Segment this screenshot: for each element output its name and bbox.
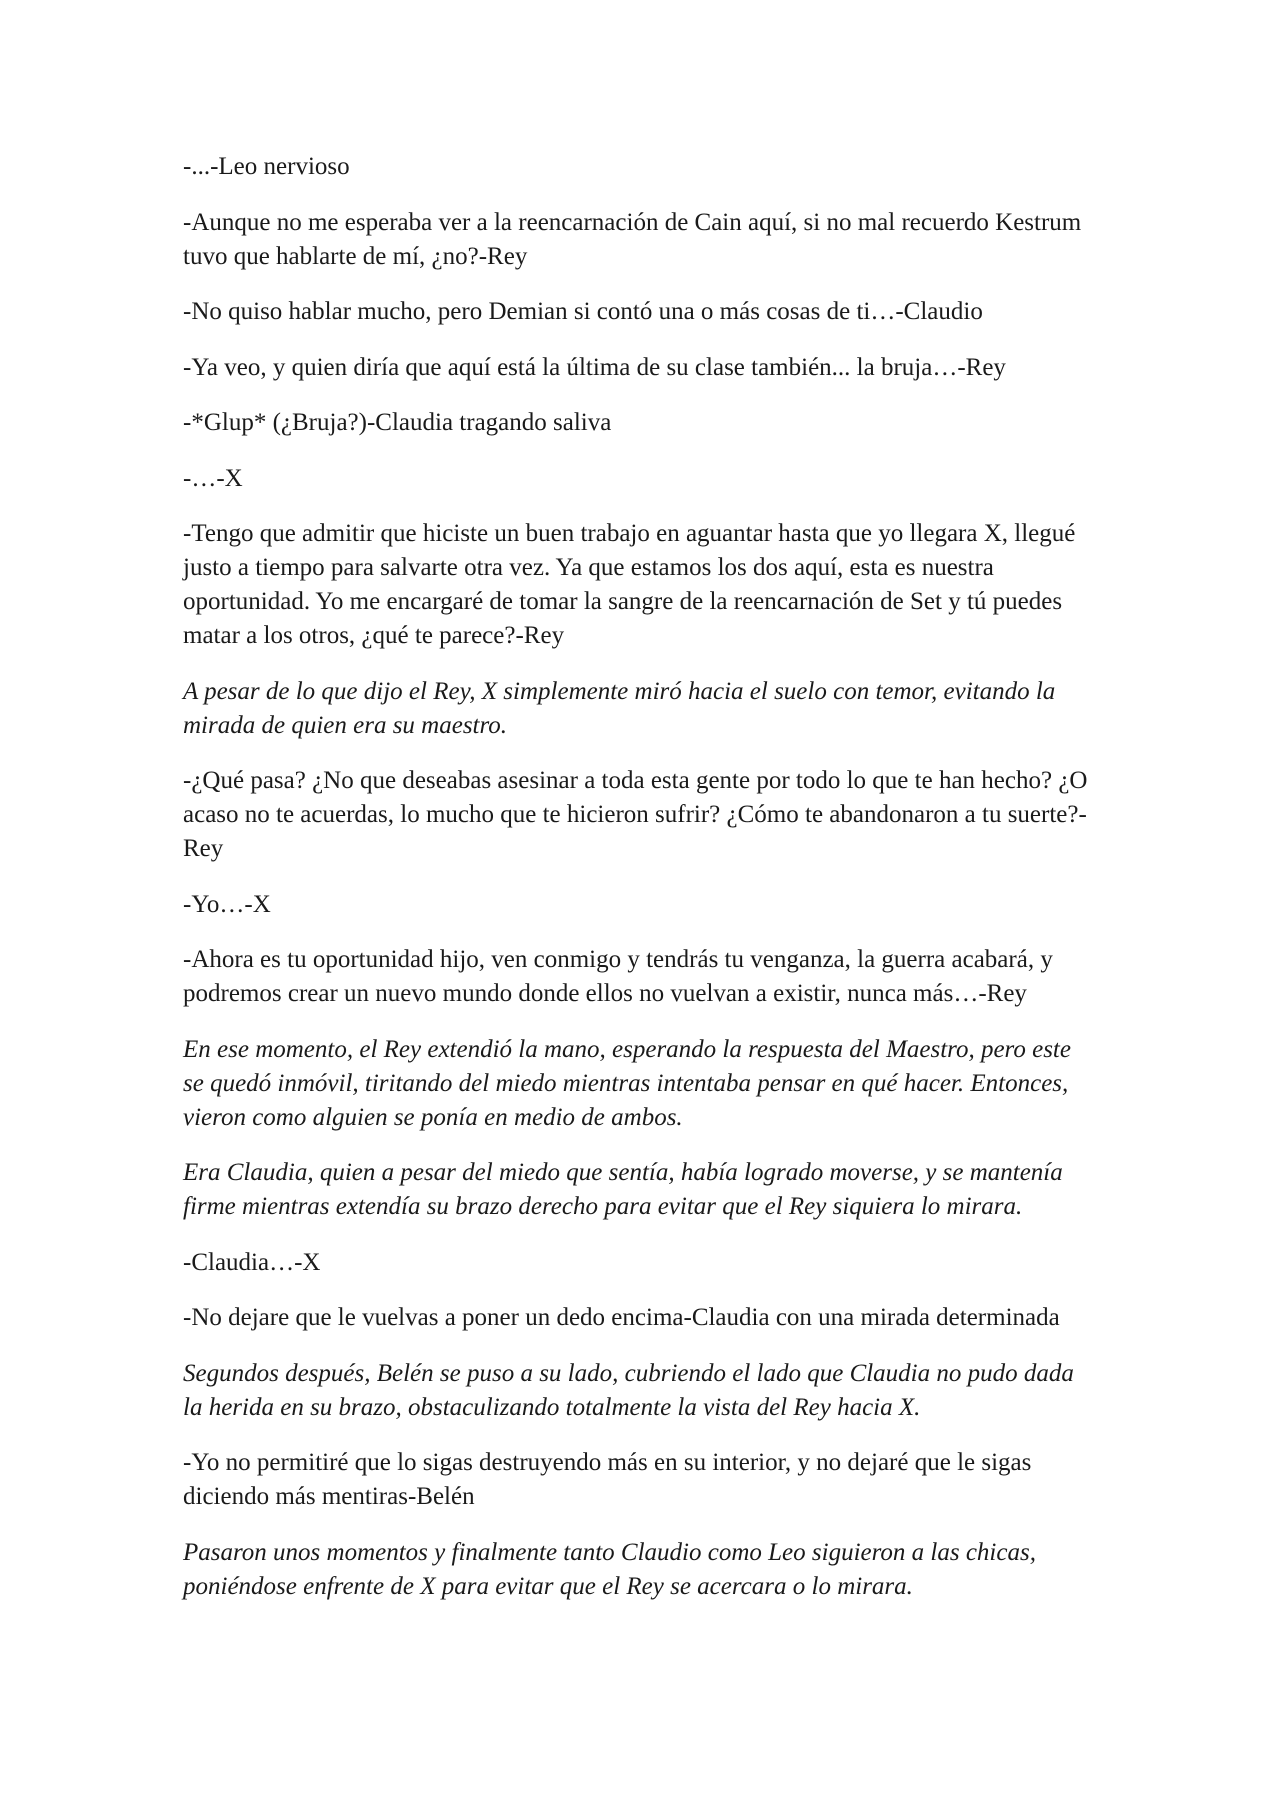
paragraph-narration: Segundos después, Belén se puso a su lado, cubriendo el lado que Claudia no pudo dada la herida en su brazo, obstaculizando totalmente la vista del Rey hacia X.: [183, 1359, 1074, 1421]
paragraph-dialogue: -Tengo que admitir que hiciste un buen trabajo en aguantar hasta que yo llegara X, llegué justo a tiempo para salvarte otra vez. Ya que estamos los dos aquí, esta es nuestra oportunidad. Yo me encargaré de tomar la sangre de la reencarnación de Set y tú puedes matar a los otros, ¿qué te parece?-Rey: [183, 520, 1076, 649]
paragraph-dialogue: -Aunque no me esperaba ver a la reencarnación de Cain aquí, si no mal recuerdo Kestrum tuvo que hablarte de mí, ¿no?-Rey: [183, 208, 1082, 270]
paragraph-dialogue: -¿Qué pasa? ¿No que deseabas asesinar a toda esta gente por todo lo que te han hecho? ¿O acaso no te acuerdas, lo mucho que te hicieron sufrir? ¿Cómo te abandonaron a tu suerte?-Rey: [183, 767, 1088, 862]
paragraph-dialogue: -Ahora es tu oportunidad hijo, ven conmigo y tendrás tu venganza, la guerra acabará, y podremos crear un nuevo mundo donde ellos no vuelvan a existir, nunca más…-Rey: [183, 946, 1053, 1007]
paragraph-narration: A pesar de lo que dijo el Rey, X simplemente miró hacia el suelo con temor, evitando la mirada de quien era su maestro.: [183, 677, 1056, 739]
paragraph-narration: En ese momento, el Rey extendió la mano, esperando la respuesta del Maestro, pero este se quedó inmóvil, tiritando del miedo mientras intentaba pensar en qué hacer. Entonces, vieron como alguien se ponía en medio de ambos.: [183, 1035, 1071, 1131]
paragraph-dialogue: -Yo…-X: [183, 890, 271, 918]
paragraph-narration: Pasaron unos momentos y finalmente tanto Claudio como Leo siguieron a las chicas, poniéndose enfrente de X para evitar que el Rey se acercara o lo mirara.: [183, 1538, 1036, 1600]
paragraph-dialogue: -*Glup* (¿Bruja?)-Claudia tragando saliva: [183, 409, 612, 436]
paragraph-dialogue: -Yo no permitiré que lo sigas destruyendo más en su interior, y no dejaré que le sigas diciendo más mentiras-Belén: [183, 1449, 1032, 1510]
paragraph-dialogue: -Ya veo, y quien diría que aquí está la última de su clase también... la bruja…-Rey: [183, 353, 1006, 381]
paragraph-dialogue: -Claudia…-X: [183, 1248, 321, 1276]
paragraph-narration: Era Claudia, quien a pesar del miedo que sentía, había logrado moverse, y se mantenía firme mientras extendía su brazo derecho para evitar que el Rey siquiera lo mirara.: [183, 1159, 1063, 1220]
paragraph-dialogue: -No quiso hablar mucho, pero Demian si contó una o más cosas de ti…-Claudio: [183, 298, 983, 325]
paragraph-dialogue: -…-X: [183, 464, 243, 492]
paragraph-dialogue: -No dejare que le vuelvas a poner un dedo encima-Claudia con una mirada determinada: [183, 1304, 1060, 1331]
paragraph-dialogue: -...-Leo nervioso: [183, 153, 350, 180]
document-body: [183, 150, 1098, 1625]
